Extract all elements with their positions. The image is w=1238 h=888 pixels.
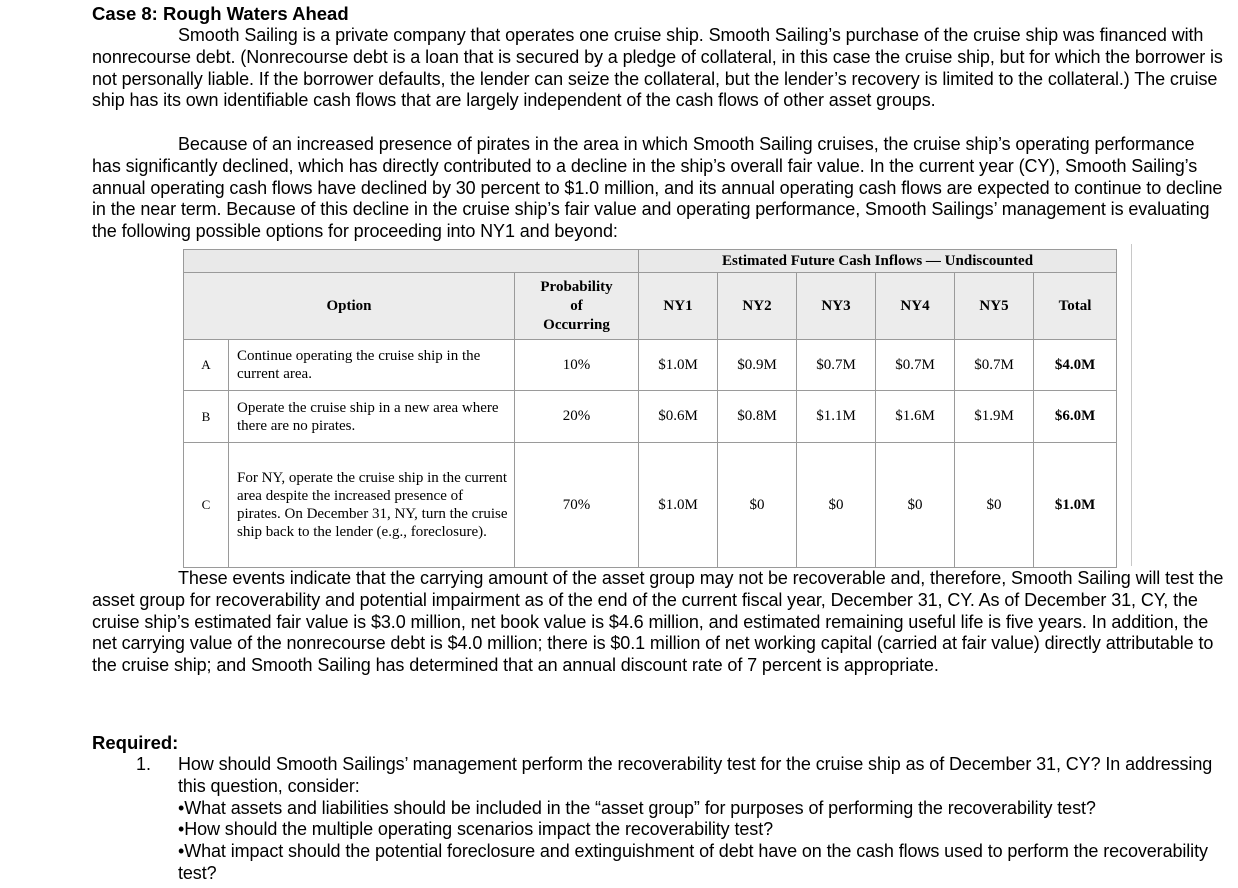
column-header-ny3: NY3 (797, 273, 876, 340)
row-value-ny5: $0 (955, 443, 1034, 568)
paragraph-decline (92, 134, 1228, 243)
row-option: Operate the cruise ship in a new area where there are no pirates. (229, 391, 515, 443)
row-value-ny2: $0 (718, 443, 797, 568)
column-header-option: Option (184, 273, 515, 340)
paragraph-decline-text: Because of an increased presence of pirates in the area in which Smooth Sailing cruises, the cruise ship’s operating performance has significantly declined, which has directly contributed to a decline in the ship’s overall fair value. In the current year (CY), Smooth Sailing’s annual operating cash flows have declined by 30 percent to $1.0 million, and its annual operating cash flows are expected to continue to decline in the near term. Because of this decline in the cruise ship’s fair value and operating performance, Smooth Sailings’ management is evaluating the following possible options for proceeding into NY1 and beyond: (92, 134, 1223, 242)
row-probability: 10% (515, 340, 639, 391)
required-bullet: •How should the multiple operating scenarios impact the recoverability test? (178, 819, 774, 840)
row-value-ny1: $1.0M (639, 340, 718, 391)
row-probability: 70% (515, 443, 639, 568)
required-question: How should Smooth Sailings’ management perform the recoverability test for the cruise ship as of December 31, CY? In addressing this question, consider: (178, 754, 1213, 796)
row-option: Continue operating the cruise ship in the current area. (229, 340, 515, 391)
table-row (184, 443, 1117, 568)
row-value-ny4: $0.7M (876, 340, 955, 391)
paragraph-intro-text: Smooth Sailing is a private company that operates one cruise ship. Smooth Sailing’s purchase of the cruise ship was financed with nonrecourse debt. (Nonrecourse debt is a loan that is secured by a pledge of collateral, in this case the cruise ship, but for which the borrower is not personally liable. If the borrower defaults, the lender can seize the collateral, but the lender’s recovery is limited to the collateral.) The cruise ship has its own identifiable cash flows that are largely independent of the cash flows of other asset groups. (92, 25, 1223, 111)
table-row (184, 340, 1117, 391)
paragraph-intro (92, 25, 1228, 112)
row-letter: A (184, 340, 229, 391)
row-value-ny5: $0.7M (955, 340, 1034, 391)
row-value-ny1: $1.0M (639, 443, 718, 568)
paragraph-recoverability (92, 568, 1228, 677)
required-heading: Required: (92, 732, 179, 753)
row-value-ny1: $0.6M (639, 391, 718, 443)
column-header-ny1: NY1 (639, 273, 718, 340)
row-letter: B (184, 391, 229, 443)
required-bullet: •What assets and liabilities should be included in the “asset group” for purposes of performing the recoverability test? (178, 797, 1096, 818)
cash-flow-table (183, 249, 1117, 568)
row-option: For NY, operate the cruise ship in the current area despite the increased presence of pirates. On December 31, NY, turn the cruise ship back to the lender (e.g., foreclosure). (229, 443, 515, 568)
row-total: $4.0M (1034, 340, 1117, 391)
row-total: $6.0M (1034, 391, 1117, 443)
case-title: Case 8: Rough Waters Ahead (92, 3, 349, 24)
row-value-ny3: $1.1M (797, 391, 876, 443)
row-letter: C (184, 443, 229, 568)
column-header-ny2: NY2 (718, 273, 797, 340)
row-total: $1.0M (1034, 443, 1117, 568)
header-blank (184, 250, 639, 273)
row-value-ny4: $1.6M (876, 391, 955, 443)
row-probability: 20% (515, 391, 639, 443)
column-header-total: Total (1034, 273, 1117, 340)
required-bullet: •What impact should the potential foreclosure and extinguishment of debt have on the cash flows used to perform the recoverability test? (178, 841, 1208, 883)
row-value-ny4: $0 (876, 443, 955, 568)
required-item-number: 1. (136, 754, 152, 774)
column-header-ny4: NY4 (876, 273, 955, 340)
row-value-ny3: $0 (797, 443, 876, 568)
column-header-ny5: NY5 (955, 273, 1034, 340)
table-row (184, 391, 1117, 443)
table-side-rule (1131, 244, 1132, 566)
group-header: Estimated Future Cash Inflows — Undiscounted (639, 250, 1117, 273)
row-value-ny2: $0.9M (718, 340, 797, 391)
row-value-ny5: $1.9M (955, 391, 1034, 443)
required-item (178, 754, 1218, 885)
row-value-ny3: $0.7M (797, 340, 876, 391)
paragraph-recoverability-text: These events indicate that the carrying amount of the asset group may not be recoverable and, therefore, Smooth Sailing will test the asset group for recoverability and potential impairment as of the end of the current fiscal year, December 31, CY. As of December 31, CY, the cruise ship’s estimated fair value is $3.0 million, net book value is $4.6 million, and estimated remaining useful life is five years. In addition, the net carrying value of the nonrecourse debt is $4.0 million; there is $0.1 million of net working capital (carried at fair value) directly attributable to the cruise ship; and Smooth Sailing has determined that an annual discount rate of 7 percent is appropriate. (92, 568, 1224, 676)
column-header-probability: Probability of Occurring (515, 273, 639, 340)
row-value-ny2: $0.8M (718, 391, 797, 443)
